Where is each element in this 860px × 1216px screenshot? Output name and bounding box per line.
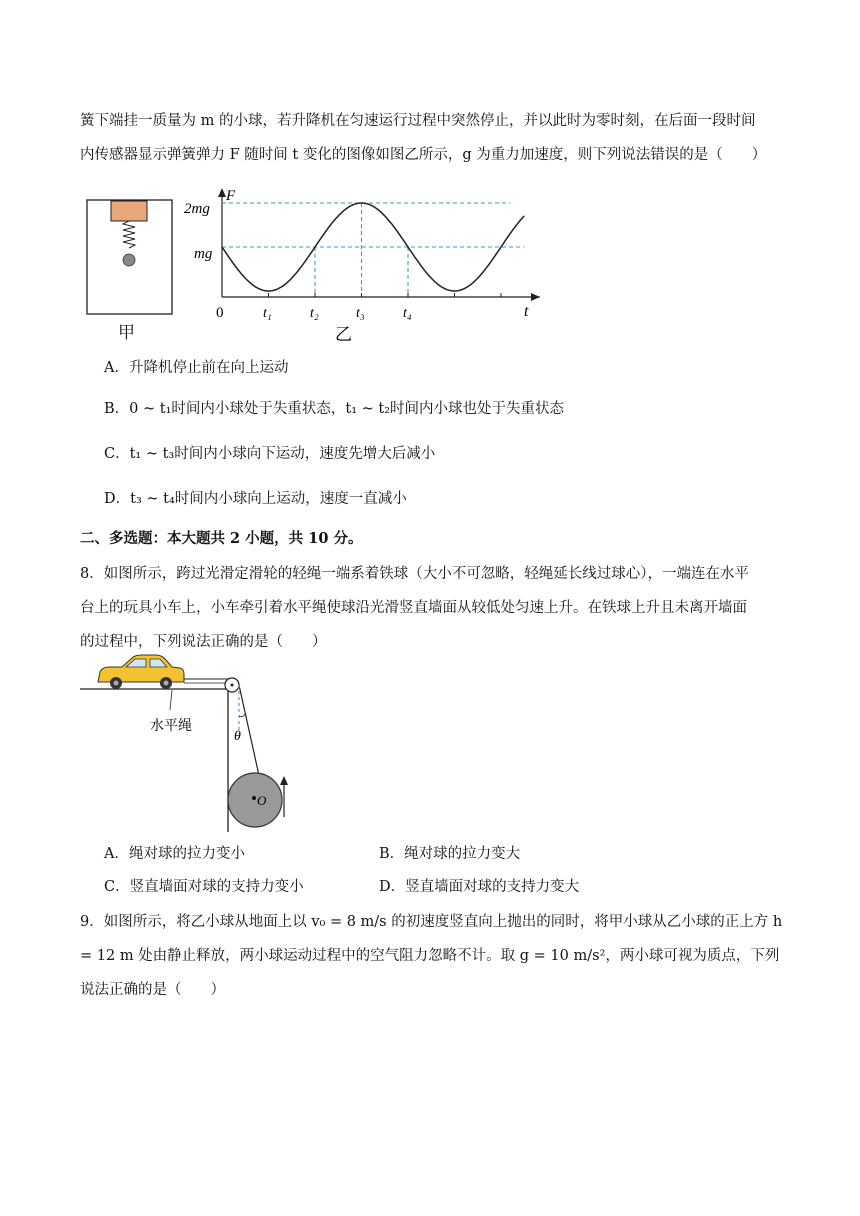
x-axis-label: t [524,303,529,320]
q9-text-line-2: = 12 m 处由静止释放，两小球运动过程中的空气阻力忽略不计。取 g = 10 m/s²，两小球可视为质点，下列 [80,948,780,964]
y-axis-label: F [226,188,236,204]
option-text: 竖直墙面对球的支持力变小 [129,879,304,895]
option-text: t₃ ~ t₄时间内小球向上运动，速度一直减小 [130,491,407,507]
q8-option-d[interactable] [379,877,579,897]
option-text: 升降机停止前在向上运动 [128,360,289,376]
force-time-chart [180,180,550,350]
q8-text-line-2: 台上的玩具小车上，小车牵引着水平绳使球沿光滑竖直墙面从较低处匀速上升。在铁球上升且未离开墙面 [80,600,747,616]
q8-option-a[interactable] [104,844,245,864]
q8-option-c[interactable] [104,877,304,897]
pulley-figure [80,652,320,837]
q7-text-line-1: 簧下端挂一质量为 m 的小球，若升降机在匀速运行过程中突然停止，并以此时为零时刻，在后面一段时间 [80,113,756,129]
option-text: 绳对球的拉力变大 [404,846,521,862]
xtick-t2: t₂ [310,306,319,321]
q9-text-line-3: 说法正确的是（ ） [80,982,225,998]
xtick-t4: t₄ [403,306,412,321]
option-letter: B． [379,846,405,862]
q9-text-line-1: 9．如图所示，将乙小球从地面上以 v₀ = 8 m/s 的初速度竖直向上抛出的同时，将甲小球从乙小球的正上方 h [80,914,783,930]
force-sensor [111,201,147,221]
x-axis-arrow [531,293,540,301]
rope-label-pointer [170,690,172,710]
section-heading: 二、多选题：本大题共 2 小题，共 10 分。 [80,530,363,547]
option-text: 绳对球的拉力变小 [128,846,245,862]
option-letter: B． [104,401,130,417]
xtick-t1: t₁ [263,306,272,321]
ball-center [252,796,256,800]
xtick-t3: t₃ [356,306,365,321]
option-text: 竖直墙面对球的支持力变大 [405,879,580,895]
ytick-2mg: 2mg [184,201,210,217]
toy-car-icon [98,655,184,689]
y-axis-arrow [218,188,226,197]
option-letter: C． [104,879,130,895]
xtick-0: 0 [216,305,224,321]
option-text: t₁ ~ t₃时间内小球向下运动，速度先增大后减小 [129,446,436,462]
fig-yi-label: 乙 [335,325,352,344]
ytick-mg: mg [194,246,213,262]
option-text: 0 ~ t₁时间内小球处于失重状态，t₁ ~ t₂时间内小球也处于失重状态 [129,401,565,417]
ball-icon [123,254,135,266]
rope-label: 水平绳 [150,719,192,734]
slanted-rope [239,685,260,780]
spring-icon [123,221,135,248]
q8-option-b[interactable] [379,844,520,864]
q8-text-line-1: 8．如图所示，跨过光滑定滑轮的轻绳一端系着铁球（大小不可忽略，轻绳延长线过球心），一端连在水平 [80,566,749,582]
center-label: O [257,793,267,808]
q7-text-line-2: 内传感器显示弹簧弹力 F 随时间 t 变化的图像如图乙所示，g 为重力加速度，则下列说法错误的是（ ） [80,147,767,163]
theta-label: θ [234,729,241,744]
q7-option-c[interactable] [104,444,435,464]
option-letter: D． [379,879,406,895]
q7-option-d[interactable] [104,489,407,509]
option-letter: C． [104,446,130,462]
option-letter: D． [104,491,131,507]
q8-text-line-3: 的过程中，下列说法正确的是（ ） [80,634,327,650]
q7-option-a[interactable] [104,358,288,378]
q7-option-b[interactable] [104,399,564,419]
elevator-figure [86,198,176,348]
iron-ball-icon [228,773,282,827]
option-letter: A． [104,360,129,376]
fig-jia-label: 甲 [118,323,135,342]
option-letter: A． [104,846,129,862]
